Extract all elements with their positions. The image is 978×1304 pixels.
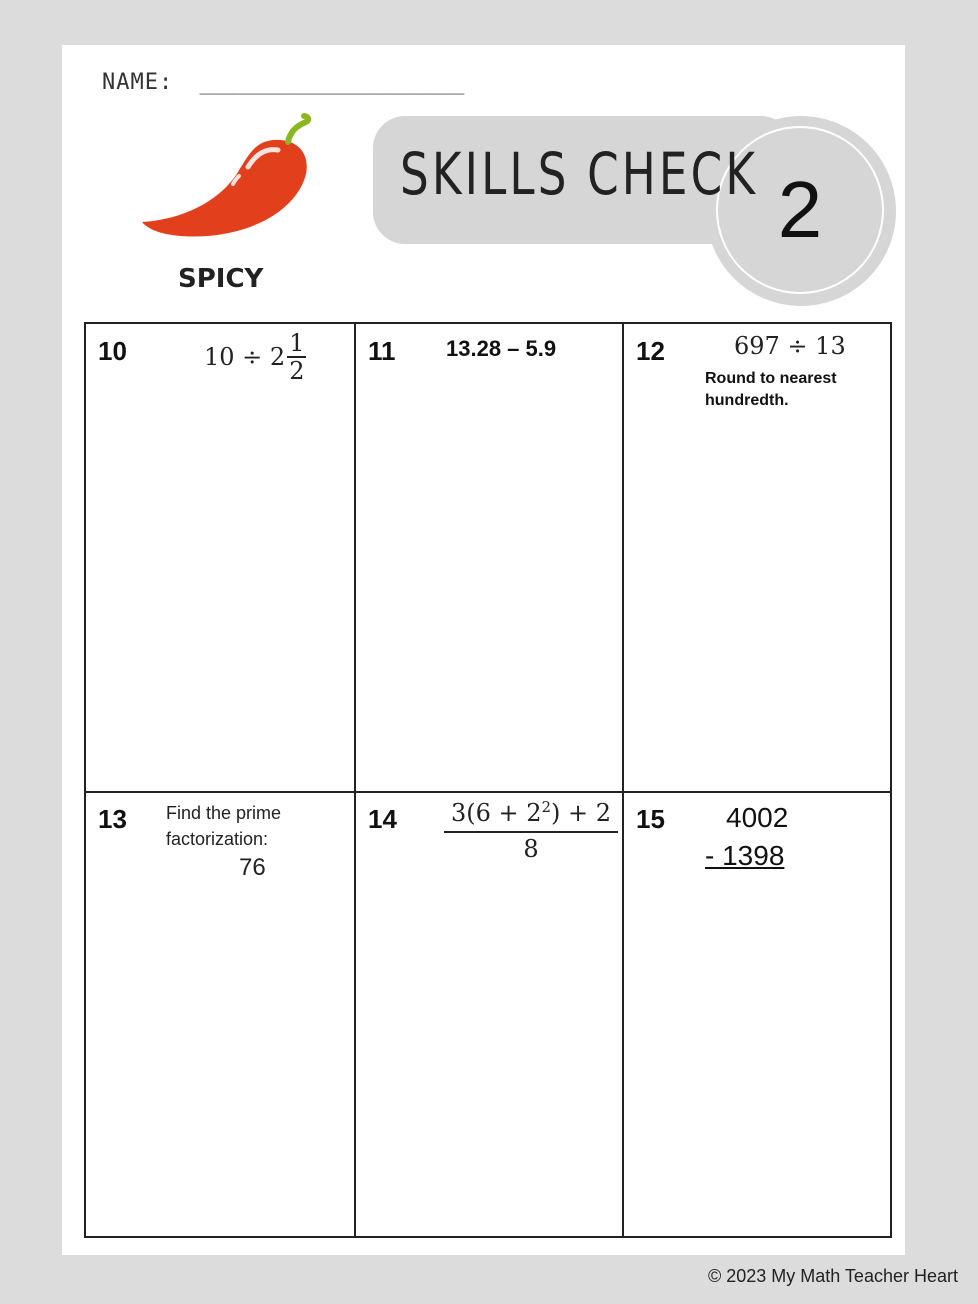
problem-12-instruction: Round to nearest hundredth. bbox=[705, 370, 837, 409]
exponent: 2 bbox=[541, 798, 552, 816]
grid-divider bbox=[622, 324, 624, 1236]
fraction-denominator: 2 bbox=[289, 357, 305, 386]
problem-11-expression: 13.28 – 5.9 bbox=[446, 336, 557, 361]
expression-text: 10 ÷ 2 bbox=[204, 343, 286, 372]
problem-number: 13 bbox=[98, 804, 127, 834]
name-label: NAME: bbox=[102, 70, 174, 95]
difficulty-label: SPICY bbox=[178, 264, 264, 294]
expression-denominator: 8 bbox=[523, 835, 539, 863]
problem-number: 11 bbox=[368, 336, 396, 366]
problem-grid bbox=[84, 322, 892, 1238]
skills-check-number: 2 bbox=[777, 165, 823, 254]
problem-number: 14 bbox=[368, 804, 397, 834]
numerator-start: 3(6 + 2 bbox=[450, 799, 542, 827]
chili-pepper-icon bbox=[138, 112, 318, 242]
problem-number: 12 bbox=[636, 336, 665, 366]
subtraction-top: 4002 bbox=[726, 802, 789, 833]
problem-13-value: 76 bbox=[239, 854, 266, 881]
problem-14-expression bbox=[444, 798, 618, 863]
problem-13-prompt: Find the prime factorization: bbox=[166, 803, 282, 849]
mixed-fraction bbox=[287, 330, 306, 385]
name-field bbox=[102, 70, 464, 95]
problem-number: 10 bbox=[98, 336, 127, 366]
fraction-numerator: 1 bbox=[289, 329, 305, 357]
numerator-end: ) + 2 bbox=[551, 799, 612, 827]
problem-number: 15 bbox=[636, 804, 665, 834]
grid-divider bbox=[86, 791, 890, 793]
copyright-footer: © 2023 My Math Teacher Heart bbox=[707, 1266, 958, 1286]
problem-10-expression bbox=[204, 330, 306, 385]
grid-divider bbox=[354, 324, 356, 1236]
problem-12-expression: 697 ÷ 13 bbox=[734, 332, 846, 360]
page-title: SKILLS CHECK bbox=[400, 140, 759, 208]
subtraction-bottom: - 1398 bbox=[705, 840, 785, 871]
name-blank-line[interactable]: ____________________ bbox=[199, 70, 465, 95]
expression-numerator bbox=[444, 798, 618, 833]
